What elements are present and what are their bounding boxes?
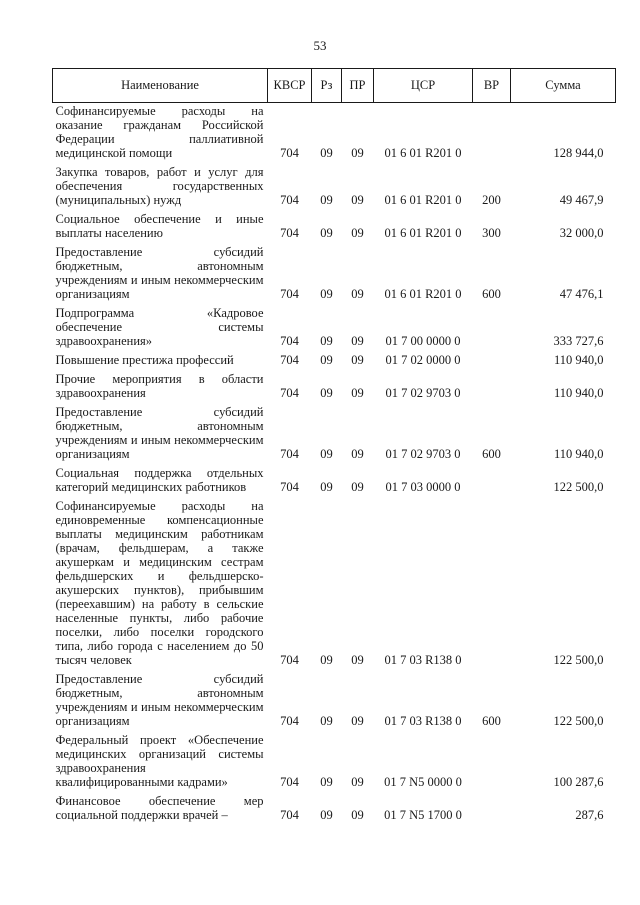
row-sum: 32 000,0 bbox=[559, 226, 604, 240]
row-csr: 01 6 01 R201 0 bbox=[384, 146, 462, 160]
row-name: Федеральный проект «Обеспечение медицинских организаций системы здравоохранения квалифицированными кадрами» bbox=[55, 733, 264, 789]
table-row bbox=[53, 242, 616, 303]
row-kvsr: 704 bbox=[280, 808, 299, 822]
row-pr: 09 bbox=[351, 653, 364, 667]
row-rz: 09 bbox=[320, 775, 333, 789]
row-rz: 09 bbox=[320, 287, 333, 301]
row-csr: 01 6 01 R201 0 bbox=[384, 287, 462, 301]
row-pr: 09 bbox=[351, 287, 364, 301]
row-csr: 01 7 02 9703 0 bbox=[385, 447, 461, 461]
table-body bbox=[53, 103, 616, 825]
row-rz: 09 bbox=[320, 193, 333, 207]
row-pr: 09 bbox=[351, 146, 364, 160]
row-pr: 09 bbox=[351, 226, 364, 240]
row-kvsr: 704 bbox=[280, 226, 299, 240]
row-vr: 300 bbox=[482, 226, 501, 240]
row-pr: 09 bbox=[351, 193, 364, 207]
row-rz: 09 bbox=[320, 714, 333, 728]
row-name: Финансовое обеспечение мер социальной поддержки врачей – bbox=[55, 794, 264, 822]
row-rz: 09 bbox=[320, 146, 333, 160]
row-vr bbox=[473, 303, 511, 350]
row-rz: 09 bbox=[320, 480, 333, 494]
row-vr: 200 bbox=[482, 193, 501, 207]
table-row bbox=[53, 162, 616, 209]
row-rz: 09 bbox=[320, 386, 333, 400]
row-name: Социальное обеспечение и иные выплаты населению bbox=[55, 212, 264, 240]
row-sum: 110 940,0 bbox=[553, 386, 604, 400]
row-sum: 100 287,6 bbox=[553, 775, 604, 789]
row-vr bbox=[473, 463, 511, 496]
row-name: Предоставление субсидий бюджетным, автономным учреждениям и иным некоммерческим организациям bbox=[55, 245, 264, 301]
row-vr: 600 bbox=[482, 714, 501, 728]
table-row bbox=[53, 669, 616, 730]
row-csr: 01 7 N5 0000 0 bbox=[384, 775, 462, 789]
row-rz: 09 bbox=[320, 334, 333, 348]
table-row bbox=[53, 350, 616, 369]
row-vr: 600 bbox=[482, 287, 501, 301]
header-pr: ПР bbox=[342, 69, 374, 103]
row-rz: 09 bbox=[320, 447, 333, 461]
row-pr: 09 bbox=[351, 386, 364, 400]
row-csr: 01 7 03 R138 0 bbox=[384, 653, 462, 667]
row-sum: 122 500,0 bbox=[553, 480, 604, 494]
row-vr bbox=[473, 369, 511, 402]
row-rz: 09 bbox=[320, 653, 333, 667]
header-csr: ЦСР bbox=[374, 69, 473, 103]
row-csr: 01 7 02 0000 0 bbox=[385, 353, 461, 367]
header-kvsr: КВСР bbox=[268, 69, 312, 103]
row-pr: 09 bbox=[351, 334, 364, 348]
table-row bbox=[53, 369, 616, 402]
row-name: Софинансируемые расходы на единовременные компенсационные выплаты медицинским работникам (врачам, фельдшерам, а также акушеркам и медицинским сестрам фельдшерских и фельдшерско-акушерских пунктов), прибывшим (переехавшим) на работу в сельские населенные пункты, либо рабочие поселки, либо поселки городского типа, либо города с населением до 50 тысяч человек bbox=[55, 499, 264, 667]
row-vr bbox=[473, 103, 511, 163]
row-csr: 01 6 01 R201 0 bbox=[384, 226, 462, 240]
row-csr: 01 7 02 9703 0 bbox=[385, 386, 461, 400]
row-name: Повышение престижа профессий bbox=[55, 353, 234, 367]
row-kvsr: 704 bbox=[280, 653, 299, 667]
row-vr bbox=[473, 350, 511, 369]
row-csr: 01 7 00 0000 0 bbox=[385, 334, 461, 348]
row-csr: 01 7 03 R138 0 bbox=[384, 714, 462, 728]
page-number: 53 bbox=[313, 38, 327, 53]
row-kvsr: 704 bbox=[280, 146, 299, 160]
table-row bbox=[53, 496, 616, 669]
table-row bbox=[53, 791, 616, 824]
row-kvsr: 704 bbox=[280, 386, 299, 400]
table-row bbox=[53, 103, 616, 163]
row-rz: 09 bbox=[320, 226, 333, 240]
table-row bbox=[53, 303, 616, 350]
row-kvsr: 704 bbox=[280, 353, 299, 367]
row-vr: 600 bbox=[482, 447, 501, 461]
row-sum: 287,6 bbox=[575, 808, 604, 822]
row-name: Софинансируемые расходы на оказание гражданам Российской Федерации паллиативной медицинской помощи bbox=[55, 104, 264, 160]
row-vr bbox=[473, 730, 511, 791]
row-csr: 01 7 03 0000 0 bbox=[385, 480, 461, 494]
row-sum: 47 476,1 bbox=[559, 287, 604, 301]
budget-table bbox=[52, 68, 616, 824]
header-vr: ВР bbox=[473, 69, 511, 103]
row-name: Закупка товаров, работ и услуг для обеспечения государственных (муниципальных) нужд bbox=[55, 165, 264, 207]
row-vr bbox=[473, 791, 511, 824]
row-name: Прочие мероприятия в области здравоохранения bbox=[55, 372, 264, 400]
row-sum: 110 940,0 bbox=[553, 353, 604, 367]
row-csr: 01 6 01 R201 0 bbox=[384, 193, 462, 207]
row-rz: 09 bbox=[320, 808, 333, 822]
row-kvsr: 704 bbox=[280, 714, 299, 728]
row-kvsr: 704 bbox=[280, 480, 299, 494]
header-rz: Рз bbox=[312, 69, 342, 103]
row-rz: 09 bbox=[320, 353, 333, 367]
table-row bbox=[53, 209, 616, 242]
table-header bbox=[53, 69, 616, 103]
row-kvsr: 704 bbox=[280, 775, 299, 789]
row-vr bbox=[473, 496, 511, 669]
row-pr: 09 bbox=[351, 714, 364, 728]
row-sum: 128 944,0 bbox=[553, 146, 604, 160]
row-sum: 122 500,0 bbox=[553, 653, 604, 667]
table-row bbox=[53, 730, 616, 791]
row-name: Социальная поддержка отдельных категорий медицинских работников bbox=[55, 466, 264, 494]
row-sum: 110 940,0 bbox=[553, 447, 604, 461]
header-name: Наименование bbox=[53, 69, 268, 103]
row-pr: 09 bbox=[351, 480, 364, 494]
row-sum: 49 467,9 bbox=[559, 193, 604, 207]
row-name: Предоставление субсидий бюджетным, автономным учреждениям и иным некоммерческим организациям bbox=[55, 405, 264, 461]
row-pr: 09 bbox=[351, 808, 364, 822]
row-sum: 122 500,0 bbox=[553, 714, 604, 728]
row-kvsr: 704 bbox=[280, 447, 299, 461]
row-kvsr: 704 bbox=[280, 193, 299, 207]
row-pr: 09 bbox=[351, 353, 364, 367]
row-kvsr: 704 bbox=[280, 334, 299, 348]
row-name: Предоставление субсидий бюджетным, автономным учреждениям и иным некоммерческим организациям bbox=[55, 672, 264, 728]
header-sum: Сумма bbox=[511, 69, 616, 103]
row-pr: 09 bbox=[351, 447, 364, 461]
row-kvsr: 704 bbox=[280, 287, 299, 301]
row-pr: 09 bbox=[351, 775, 364, 789]
row-name: Подпрограмма «Кадровое обеспечение системы здравоохранения» bbox=[55, 306, 264, 348]
table-row bbox=[53, 402, 616, 463]
table-row bbox=[53, 463, 616, 496]
row-sum: 333 727,6 bbox=[553, 334, 604, 348]
row-csr: 01 7 N5 1700 0 bbox=[384, 808, 462, 822]
